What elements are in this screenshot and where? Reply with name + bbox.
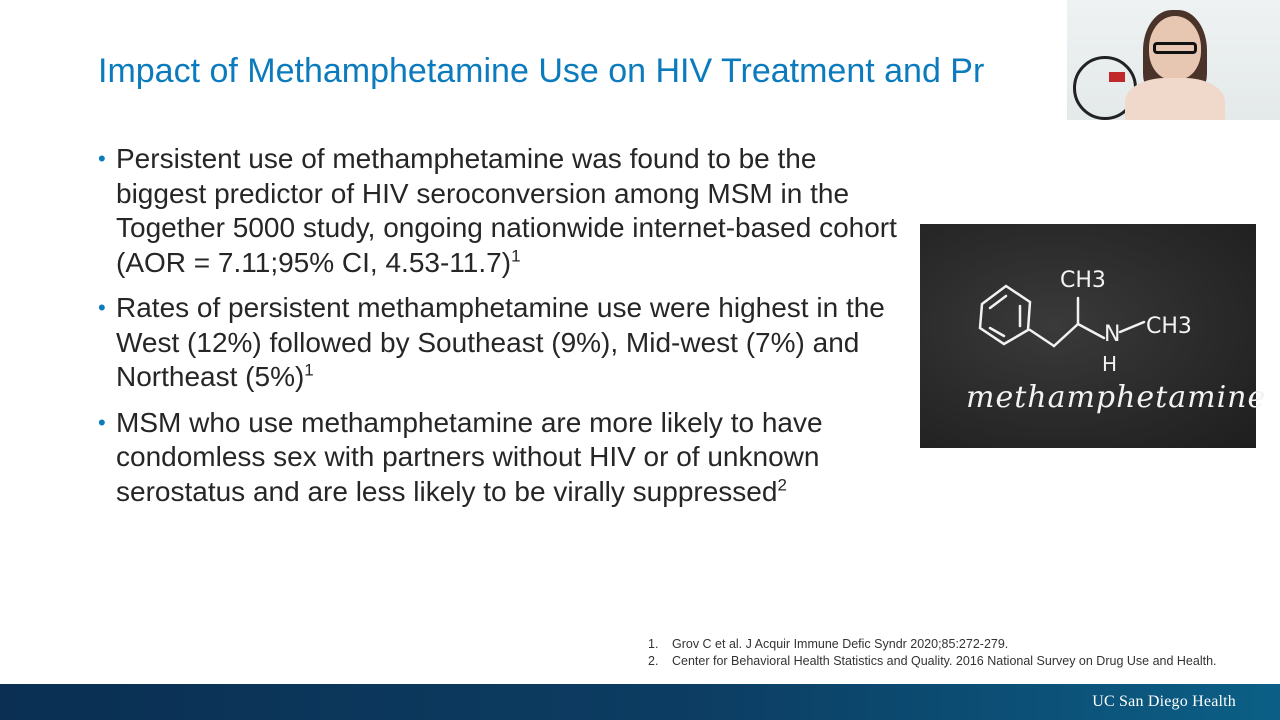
presenter-video-tile[interactable] (1067, 0, 1280, 120)
bullet-dot-icon: • (98, 295, 106, 320)
bullet-text: Rates of persistent methamphetamine use were highest in the West (12%) followed by Southeast (9%), Mid-west (7%) and Northeast (5%) (116, 292, 885, 392)
chalk-n-label: N (1104, 322, 1121, 347)
presenter-glasses (1153, 42, 1197, 54)
chalk-ch3-label: CH3 (1146, 314, 1192, 339)
bullet-citation: 1 (304, 360, 314, 380)
bullet-dot-icon: • (98, 409, 106, 435)
chalkboard-image (920, 224, 1267, 448)
bullet-text: Persistent use of methamphetamine was found to be the biggest predictor of HIV seroconversion among MSM in the Together 5000 study, ongoing nationwide internet-based cohort (AOR = 7.11;95% CI, 4.53-11.7) (116, 143, 897, 278)
bullet-text: MSM who use methamphetamine are more likely to have condomless sex with partners without HIV or of unknown serostatus and are less likely to be virally suppressed (116, 406, 823, 507)
bullet-item (98, 142, 898, 280)
bullet-item (98, 291, 898, 395)
footnote-text: Center for Behavioral Health Statistics and Quality. 2016 National Survey on Drug Use and Health. (672, 654, 1217, 668)
footer-bar (0, 684, 1280, 720)
footnote-number: 2. (648, 654, 659, 668)
footnote-text: Grov C et al. J Acquir Immune Defic Syndr 2020;85:272-279. (672, 637, 1009, 651)
slide-title: Impact of Methamphetamine Use on HIV Treatment and Pr (98, 52, 985, 90)
bicycle-frame (1109, 72, 1125, 82)
chalk-label: methamphetamine (966, 380, 1267, 415)
bullet-dot-icon: • (98, 146, 106, 171)
bullet-item (98, 406, 898, 510)
presenter-body (1125, 78, 1225, 120)
footnote-item (648, 653, 1217, 670)
chalk-ch3-label: CH3 (1060, 268, 1106, 293)
footnotes (648, 636, 1217, 670)
footnote-item (648, 636, 1217, 653)
footnote-number: 1. (648, 637, 659, 651)
bullet-list (98, 142, 898, 520)
bullet-citation: 2 (777, 475, 787, 495)
ucsd-health-logo: UC San Diego Health (1092, 693, 1236, 710)
bullet-citation: 1 (511, 246, 521, 266)
chalk-h-label: H (1102, 352, 1118, 376)
